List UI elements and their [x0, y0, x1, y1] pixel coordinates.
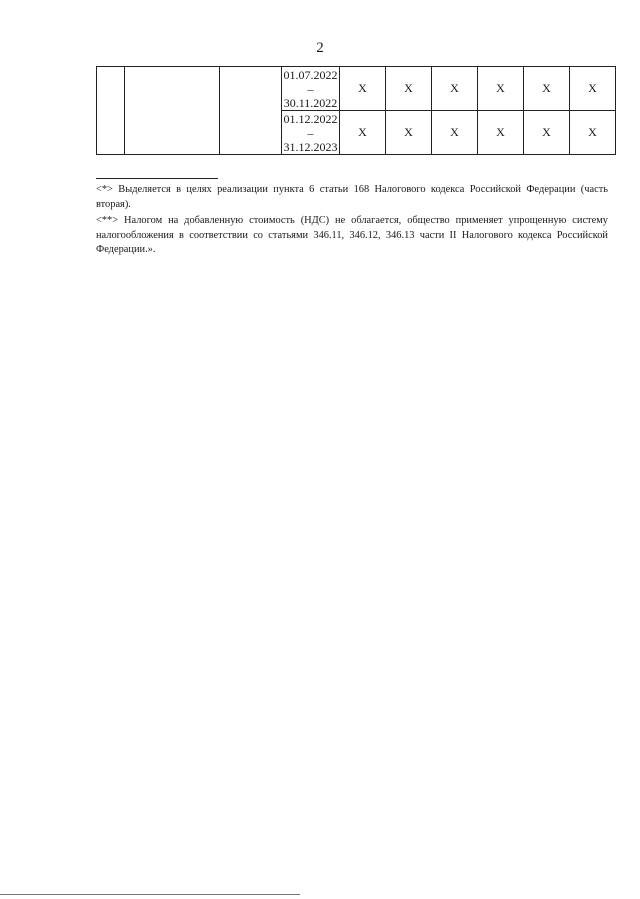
period-start: 01.12.2022	[283, 111, 338, 126]
table-cell-mark: X	[340, 67, 386, 111]
tariff-table	[96, 66, 616, 155]
table-cell-mark: X	[340, 111, 386, 155]
footnote-vat-exempt: <**> Налогом на добавленную стоимость (НДС) не облагается, общество применяет упрощенную систему налогообложения в соответствии со статьями 346.11, 346.12, 346.13 части II Налогового кодекса Российской Федерации.».	[96, 215, 608, 255]
period-end: 31.12.2023	[283, 139, 338, 154]
table-cell-mark: X	[524, 67, 570, 111]
scan-edge-line	[0, 894, 300, 895]
table-cell-mark: X	[570, 111, 616, 155]
table-cell-category	[220, 67, 282, 155]
table-row	[97, 67, 616, 111]
table-cell-period	[282, 111, 340, 155]
table-cell-mark: X	[432, 111, 478, 155]
table-cell-mark: X	[570, 67, 616, 111]
footnotes	[96, 183, 608, 260]
table-cell-number	[97, 67, 125, 155]
footnote-vat-invoice: <*> Выделяется в целях реализации пункта 6 статьи 168 Налогового кодекса Российской Федерации (часть вторая).	[96, 184, 608, 210]
table-cell-organization	[125, 67, 220, 155]
table-cell-mark: X	[478, 111, 524, 155]
period-dash: –	[307, 81, 314, 96]
page-number: 2	[316, 40, 324, 56]
period-dash: –	[307, 125, 314, 140]
table-cell-mark: X	[524, 111, 570, 155]
table-cell-mark: X	[478, 67, 524, 111]
period-start: 01.07.2022	[283, 67, 338, 82]
table-cell-mark: X	[386, 67, 432, 111]
table-cell-mark: X	[386, 111, 432, 155]
footnote-divider	[96, 178, 218, 179]
table-cell-period	[282, 67, 340, 111]
table-cell-mark: X	[432, 67, 478, 111]
period-end: 30.11.2022	[283, 95, 338, 110]
